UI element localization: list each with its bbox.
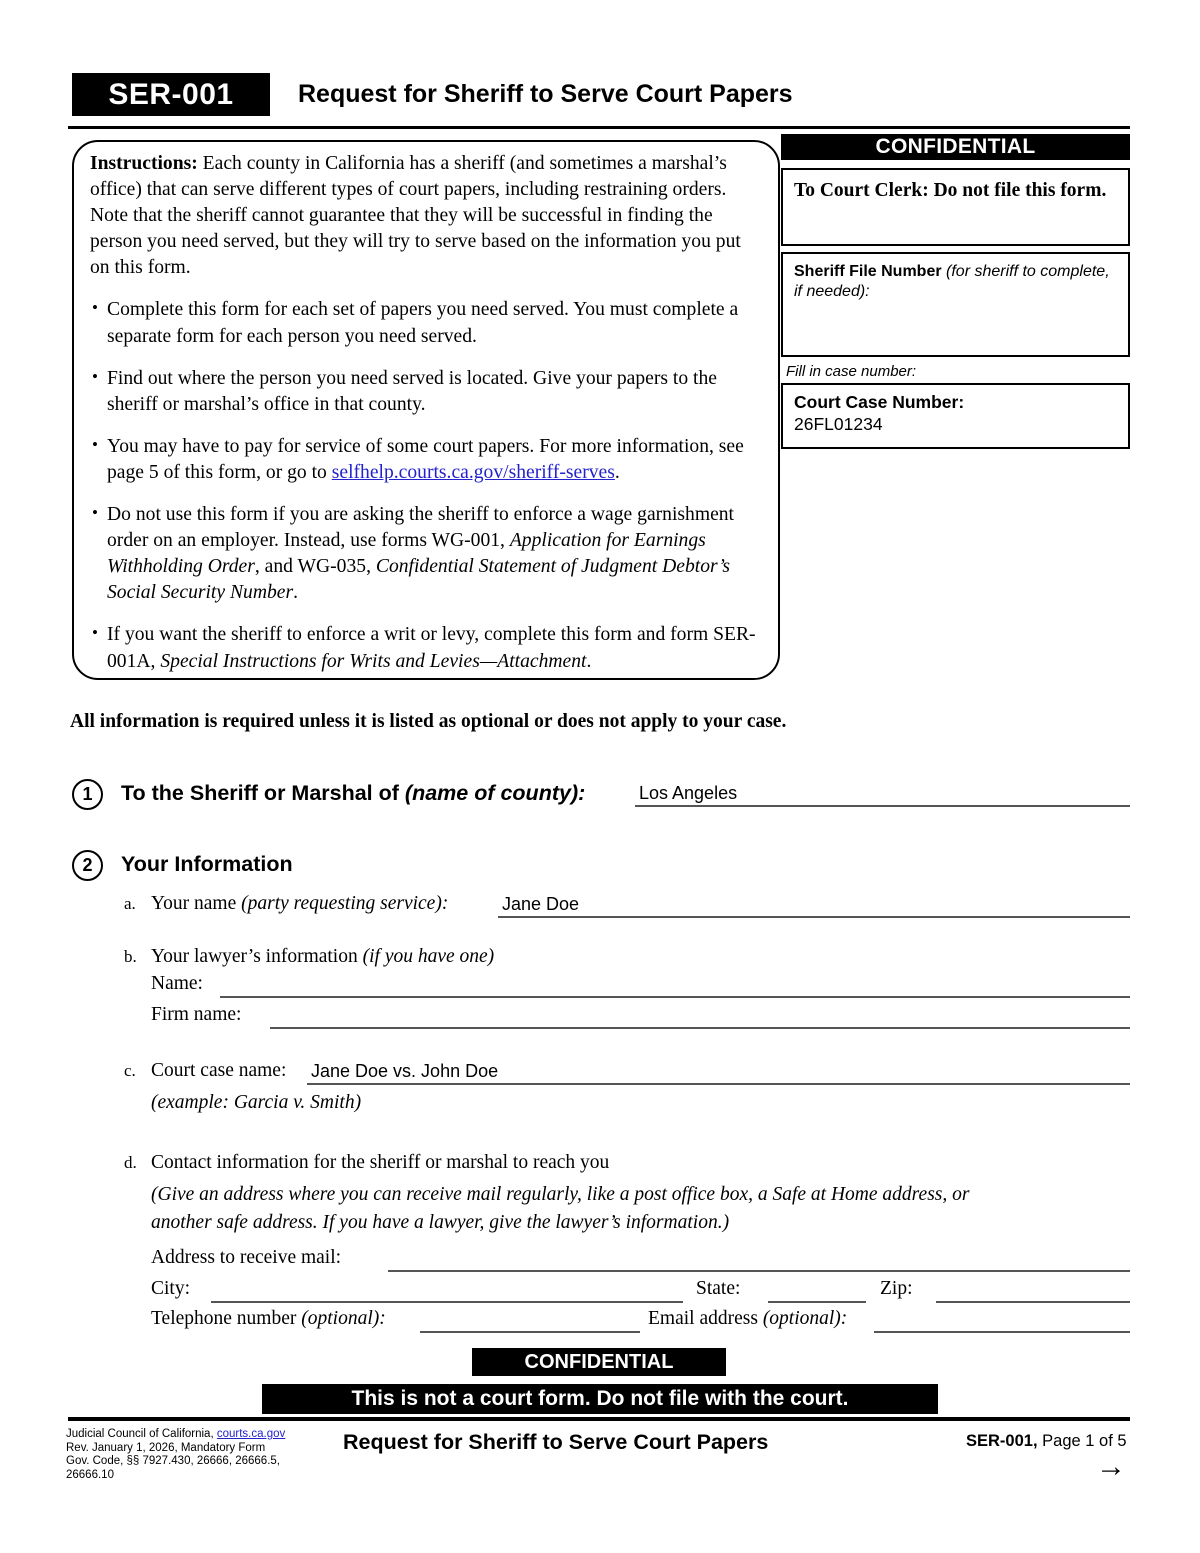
telephone-label-text: Telephone number — [151, 1308, 302, 1329]
page-title: Request for Sheriff to Serve Court Papers — [298, 80, 793, 108]
court-case-name-label: Court case name: — [151, 1060, 287, 1081]
instructions-intro-text: Each county in California has a sheriff (and sometimes a marshal’s office) that can serve different types of court papers, including restraining orders. Note that the sheriff cannot guarantee that they will be successful in finding the person you need served, but they will try to serve based on the information you put on this form. — [90, 153, 741, 279]
court-case-name-example: (example: Garcia v. Smith) — [151, 1092, 362, 1113]
instruction-text-run: Find out where the person you need served is located. Give your papers to the sheriff or marshal’s office in that county. — [107, 367, 717, 415]
instruction-text-run: If you want the sheriff to enforce a writ or levy, complete this form and form SER-001A, — [107, 624, 756, 672]
item2a-label-text: Your name — [151, 893, 242, 914]
sheriff-file-number-box[interactable] — [781, 252, 1130, 357]
contact-info-note-line1: (Give an address where you can receive mail regularly, like a post office box, a Safe at Home address, or — [151, 1184, 970, 1205]
city-input-rule[interactable] — [211, 1301, 683, 1303]
state-input-rule[interactable] — [768, 1301, 866, 1303]
instruction-bullet — [90, 502, 762, 606]
footer-form-title: Request for Sheriff to Serve Court Papers — [343, 1430, 769, 1454]
zip-label: Zip: — [880, 1278, 913, 1299]
item2b-letter: b. — [124, 947, 137, 966]
confidential-banner: CONFIDENTIAL — [781, 134, 1130, 160]
footer-legal-line-4: 26666.10 — [66, 1468, 114, 1481]
email-label-italic: (optional): — [762, 1308, 848, 1329]
instructions-box — [72, 140, 780, 680]
instruction-italic-run: Special Instructions for Writs and Levies—Attachment — [160, 650, 587, 672]
sheriff-file-number-hint: (for sheriff to complete, if needed): — [794, 263, 1110, 300]
court-case-number-value[interactable]: 26FL01234 — [794, 414, 883, 434]
email-input-rule[interactable] — [874, 1331, 1130, 1333]
email-label-text: Email address — [648, 1308, 763, 1329]
step-number-2: 2 — [72, 850, 103, 881]
zip-input-rule[interactable] — [936, 1301, 1130, 1303]
item1-label-text: To the Sheriff or Marshal of — [121, 781, 405, 805]
lawyer-firm-input-rule[interactable] — [270, 1027, 1130, 1029]
footer-confidential-banner: CONFIDENTIAL — [472, 1348, 726, 1376]
court-case-name-value[interactable]: Jane Doe vs. John Doe — [311, 1061, 499, 1081]
telephone-input-rule[interactable] — [420, 1331, 640, 1333]
lawyer-name-input-rule[interactable] — [220, 996, 1130, 998]
item2a-label — [151, 893, 448, 915]
instruction-text-run: You may have to pay for service of some court papers. For more information, see page 5 of this form, or go to — [107, 435, 744, 483]
instruction-bullet — [90, 366, 762, 418]
court-case-number-label: Court Case Number: — [794, 392, 965, 412]
sheriff-file-number-label-bold: Sheriff File Number — [794, 263, 942, 280]
footer-legal-line-1 — [66, 1428, 316, 1442]
item2-heading: Your Information — [121, 852, 293, 876]
item1-label — [121, 781, 585, 806]
instruction-text-run: . — [614, 461, 620, 483]
item2a-label-italic: (party requesting service): — [241, 893, 449, 914]
instruction-text-run: Complete this form for each set of papers you need served. You must complete a separate form for each person you need served. — [107, 299, 739, 347]
court-case-number-box[interactable] — [781, 383, 1130, 449]
form-header — [72, 73, 1130, 119]
county-input-rule[interactable] — [635, 805, 1130, 807]
instruction-bullet — [90, 622, 762, 674]
sheriff-file-number-label — [794, 262, 1114, 302]
footer-page-indicator — [966, 1432, 1127, 1451]
item2a-letter: a. — [124, 894, 136, 913]
item2d-letter: d. — [124, 1153, 137, 1172]
item2b-label — [151, 946, 494, 968]
footer-legal-line-2: Rev. January 1, 2026, Mandatory Form — [66, 1441, 266, 1454]
telephone-label — [151, 1308, 386, 1330]
contact-info-note-line2: another safe address. If you have a lawyer, give the lawyer’s information.) — [151, 1212, 730, 1233]
court-clerk-notice-box — [781, 168, 1130, 246]
step-number-1: 1 — [72, 779, 103, 810]
footer-page-count: Page 1 of 5 — [1037, 1432, 1127, 1450]
mailing-address-label: Address to receive mail: — [151, 1247, 342, 1268]
instruction-text-run: . — [293, 582, 299, 604]
lawyer-firm-label: Firm name: — [151, 1004, 242, 1025]
item1-label-italic: (name of county): — [404, 781, 586, 805]
instruction-bullet — [90, 434, 762, 486]
state-label: State: — [696, 1278, 741, 1299]
your-name-value[interactable]: Jane Doe — [502, 894, 580, 914]
city-label: City: — [151, 1278, 191, 1299]
lawyer-name-label: Name: — [151, 973, 203, 994]
contact-info-label: Contact information for the sheriff or marshal to reach you — [151, 1152, 610, 1173]
court-clerk-notice-text: To Court Clerk: Do not file this form. — [794, 180, 1107, 201]
item2b-label-italic: (if you have one) — [362, 946, 495, 967]
instruction-italic-run: Confidential Statement of Judgment Debtor’s Social Security Number — [107, 556, 730, 604]
fill-in-case-number-label: Fill in case number: — [786, 363, 917, 380]
county-value[interactable]: Los Angeles — [639, 783, 738, 803]
footer-legal-council: Judicial Council of California, — [66, 1428, 217, 1440]
instruction-italic-run: Application for Earnings Withholding Order — [107, 530, 706, 578]
email-label — [648, 1308, 847, 1330]
footer-legal-line-3: Gov. Code, §§ 7927.430, 26666, 26666.5, — [66, 1455, 280, 1467]
court-case-name-input-rule[interactable] — [307, 1083, 1130, 1085]
item2c-letter: c. — [124, 1061, 136, 1080]
instructions-label: Instructions: — [90, 153, 198, 174]
next-page-arrow-icon: → — [1096, 1450, 1126, 1483]
instruction-bullet — [90, 297, 762, 349]
instruction-text-run: , and WG-035, — [254, 556, 376, 578]
form-number-badge: SER-001 — [72, 73, 270, 116]
footer-legal-text — [66, 1428, 316, 1482]
instructions-bullet-list — [90, 297, 762, 674]
footer-form-number: SER-001, — [966, 1432, 1038, 1450]
item2b-label-text: Your lawyer’s information — [151, 946, 363, 967]
telephone-label-italic: (optional): — [301, 1308, 386, 1329]
instructions-intro — [90, 151, 762, 281]
instruction-text-run: . — [586, 650, 592, 672]
instruction-text-run: Do not use this form if you are asking the sheriff to enforce a wage garnishment order on an employer. Instead, use forms WG-001, — [107, 504, 734, 552]
mailing-address-input-rule[interactable] — [388, 1270, 1130, 1272]
your-name-input-rule[interactable] — [498, 916, 1130, 918]
required-information-notice: All information is required unless it is listed as optional or does not apply to your case. — [70, 711, 787, 732]
header-divider — [68, 126, 1130, 129]
footer-not-a-court-form-notice: This is not a court form. Do not file with the court. — [262, 1384, 938, 1414]
courts-ca-gov-link[interactable]: courts.ca.gov — [216, 1428, 286, 1440]
footer-divider — [68, 1417, 1130, 1421]
sheriff-serves-link[interactable]: selfhelp.courts.ca.gov/sheriff-serves — [331, 461, 615, 483]
